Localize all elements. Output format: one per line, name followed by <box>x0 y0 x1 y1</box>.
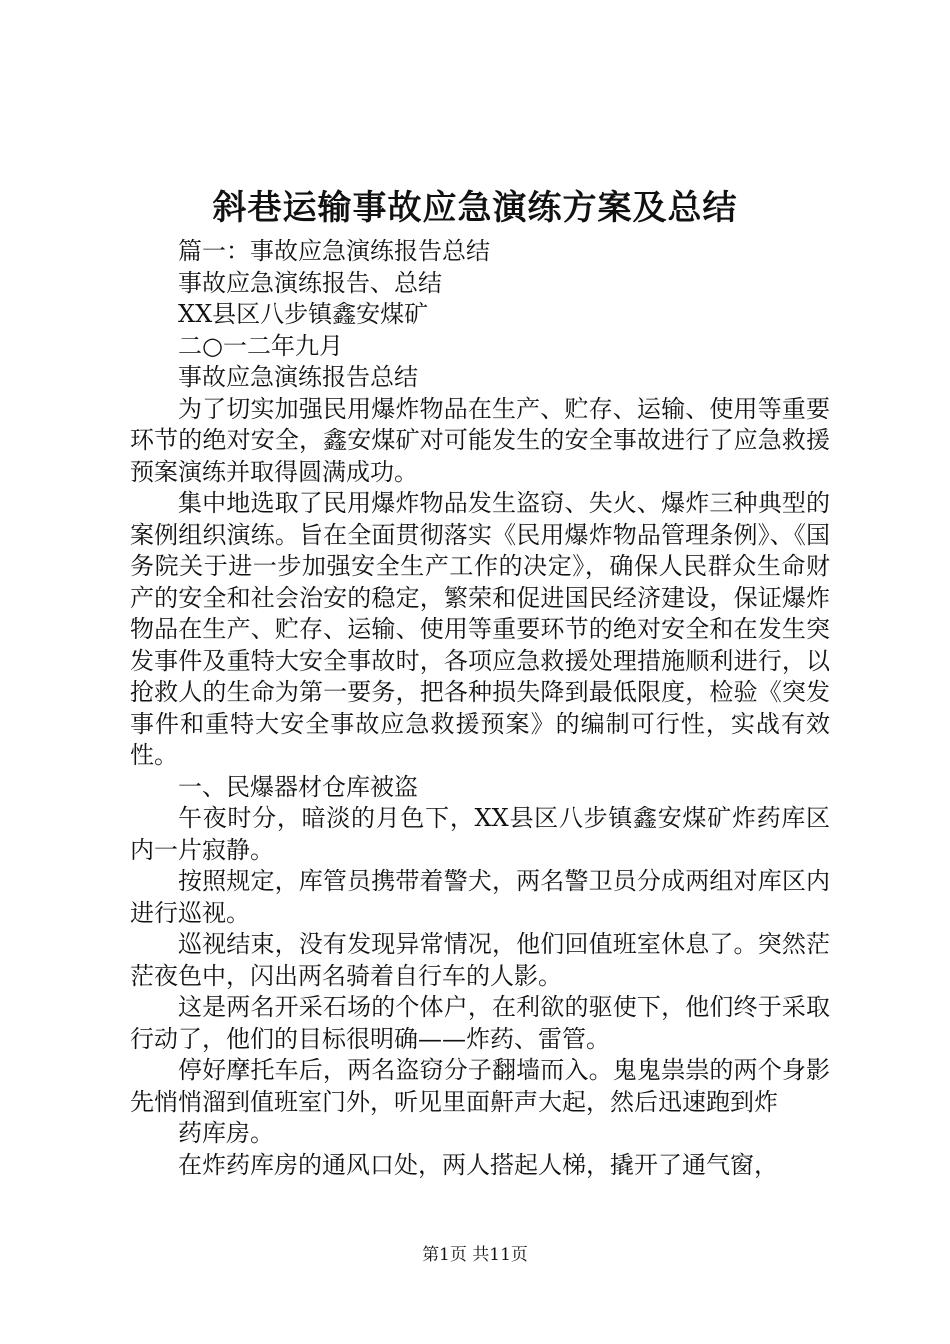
document-title: 斜巷运输事故应急演练方案及总结 <box>212 188 738 228</box>
paragraph: 二○一二年九月 <box>178 331 343 360</box>
document-body <box>130 236 830 1181</box>
paragraph: 在炸药库房的通风口处，两人搭起人梯，撬开了通气窗， <box>178 1150 778 1179</box>
paragraph: 按照规定，库管员携带着警犬，两名警卫员分成两组对库区内进行巡视。 <box>130 867 830 927</box>
page-number-footer: 第1页 共11页 <box>422 1245 528 1265</box>
paragraph: 停好摩托车后，两名盗窃分子翻墙而入。鬼鬼祟祟的两个身影先悄悄溜到值班室门外，听见里面鼾声大起，然后迅速跑到炸 <box>130 1056 830 1116</box>
paragraph: 这是两名开采石场的个体户，在利欲的驱使下，他们终于采取行动了，他们的目标很明确——炸药、雷管。 <box>130 993 830 1053</box>
paragraph: 午夜时分，暗淡的月色下，XX县区八步镇鑫安煤矿炸药库区内一片寂静。 <box>130 804 830 864</box>
paragraph: 药库房。 <box>178 1119 274 1147</box>
paragraph: 篇一：事故应急演练报告总结 <box>178 237 490 265</box>
section-heading: 一、民爆器材仓库被盗 <box>178 772 418 801</box>
paragraph: 为了切实加强民用爆炸物品在生产、贮存、运输、使用等重要环节的绝对安全，鑫安煤矿对可能发生的安全事故进行了应急救援预案演练并取得圆满成功。 <box>130 394 830 486</box>
paragraph: 巡视结束，没有发现异常情况，他们回值班室休息了。突然茫茫夜色中，闪出两名骑着自行车的人影。 <box>130 930 830 990</box>
paragraph: 事故应急演练报告总结 <box>178 363 418 391</box>
paragraph: 事故应急演练报告、总结 <box>178 268 442 297</box>
paragraph: XX县区八步镇鑫安煤矿 <box>178 300 429 328</box>
paragraph: 集中地选取了民用爆炸物品发生盗窃、失火、爆炸三种典型的案例组织演练。旨在全面贯彻落实《民用爆炸物品管理条例》、《国务院关于进一步加强安全生产工作的决定》，确保人民群众生命财产的安全和社会治安的稳定，繁荣和促进国民经济建设，保证爆炸物品在生产、贮存、运输、使用等重要环节的绝对安全和在发生突发事件及重特大安全事故时，各项应急救援处理措施顺利进行，以抢救人的生命为第一要务，把各种损失降到最低限度，检验《突发事件和重特大安全事故应急救援预案》的编制可行性，实战有效性。 <box>130 489 830 769</box>
